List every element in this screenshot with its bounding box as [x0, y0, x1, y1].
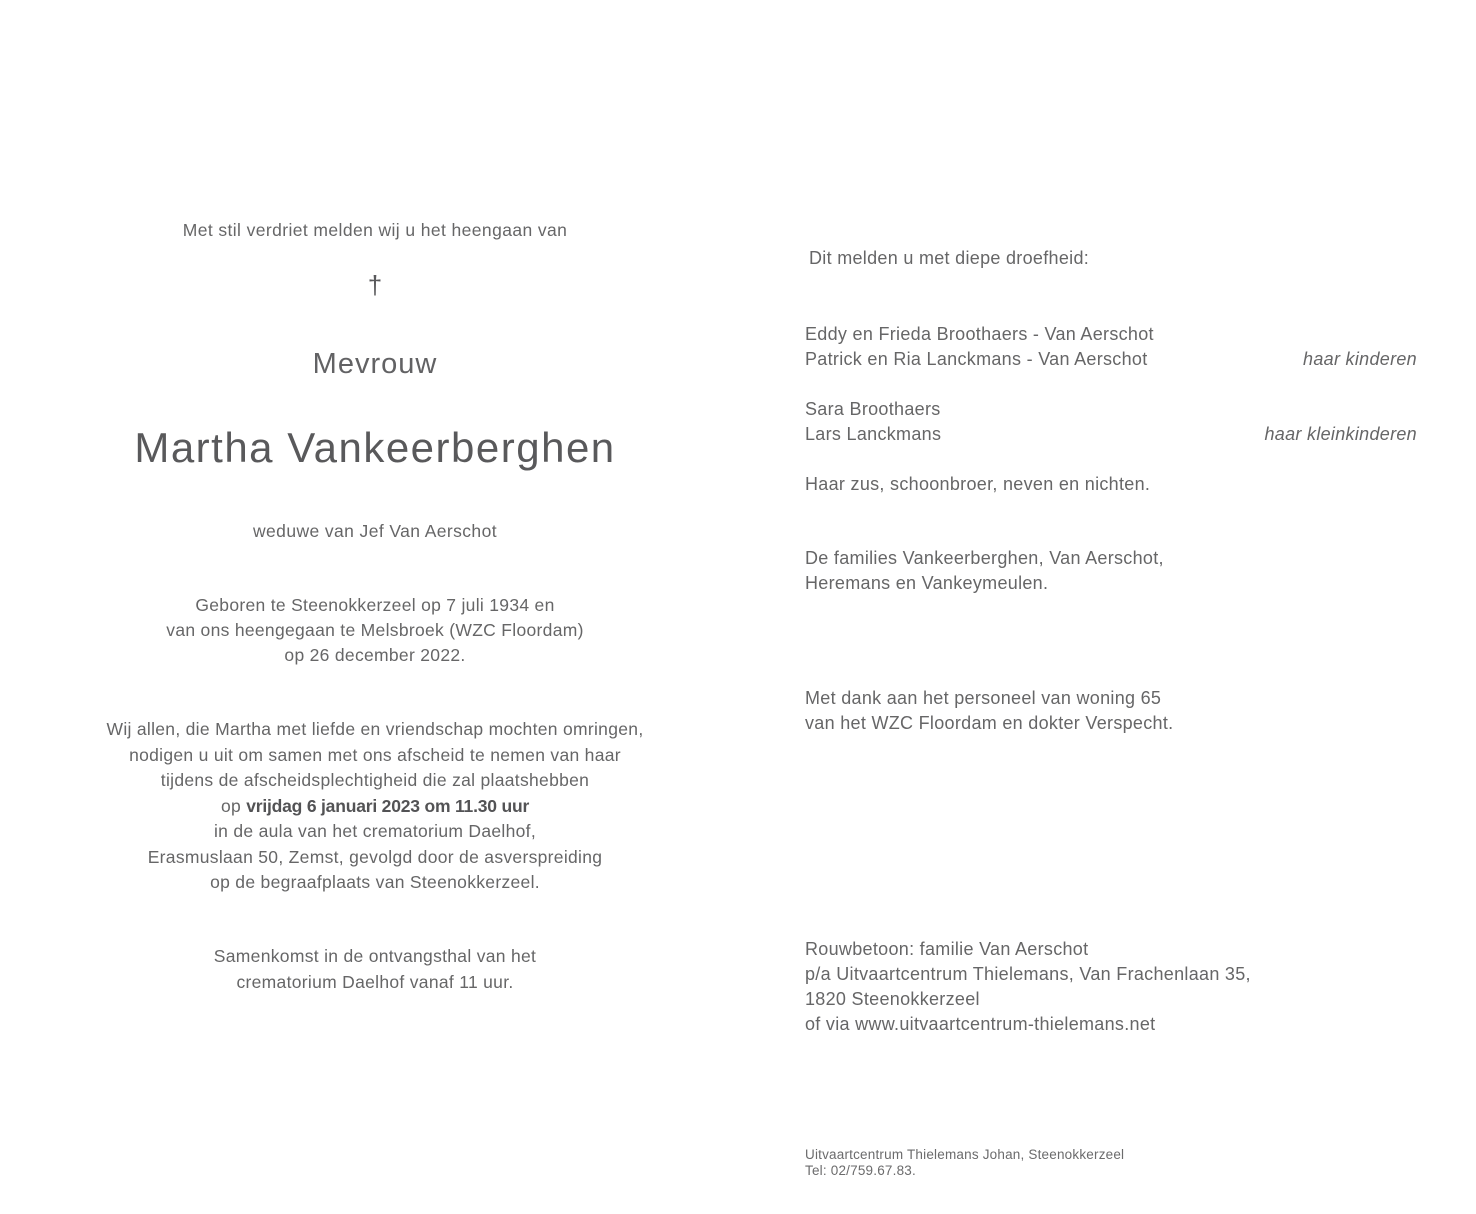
- born-line: op 26 december 2022.: [284, 645, 466, 665]
- grandchild-row: [805, 422, 1417, 447]
- intro-line: Met stil verdriet melden wij u het heengaan van: [182, 220, 568, 240]
- footer-line: Uitvaartcentrum Thielemans Johan, Steenokkerzeel: [805, 1147, 1125, 1162]
- children-relation-label: haar kinderen: [1303, 349, 1417, 369]
- child-row: [805, 322, 1417, 347]
- spacer: [805, 372, 1417, 397]
- condolences-paragraph: [805, 937, 1417, 1037]
- announcement-line: Dit melden u met diepe droefheid:: [809, 248, 1090, 268]
- invite-line: Wij allen, die Martha met liefde en vriendschap mochten omringen,: [106, 719, 644, 739]
- thanks-line: Met dank aan het personeel van woning 65: [805, 688, 1162, 708]
- invite-line: tijdens de afscheidsplechtigheid die zal plaatshebben: [160, 770, 590, 790]
- grandchildren-relation-label: haar kleinkinderen: [1264, 424, 1417, 444]
- invite-date-prefix: op: [220, 795, 242, 816]
- widow-line: weduwe van Jef Van Aerschot: [253, 521, 497, 541]
- born-line: van ons heengegaan te Melsbroek (WZC Floordam): [166, 620, 584, 640]
- family-names-list: [805, 322, 1417, 447]
- relatives-line: Haar zus, schoonbroer, neven en nichten.: [805, 474, 1151, 494]
- invite-line: in de aula van het crematorium Daelhof,: [213, 821, 536, 841]
- condolences-line: 1820 Steenokkerzeel: [805, 989, 980, 1009]
- cross-icon: †: [367, 270, 383, 300]
- grandchild-name: Sara Broothaers: [805, 399, 941, 419]
- invitation-paragraph: [15, 717, 735, 896]
- families-line: Heremans en Vankeymeulen.: [805, 573, 1049, 593]
- funeral-home-footer: [805, 1147, 1417, 1178]
- gathering-line: crematorium Daelhof vanaf 11 uur.: [236, 972, 514, 992]
- gathering-paragraph: [15, 943, 735, 995]
- ceremony-date: vrijdag 6 januari 2023 om 11.30 uur: [246, 795, 530, 816]
- salutation: Mevrouw: [312, 348, 438, 380]
- birth-death-paragraph: [15, 593, 735, 668]
- child-row: [805, 347, 1417, 372]
- thanks-paragraph: [805, 686, 1417, 736]
- grandchild-row: [805, 397, 1417, 422]
- invite-date-line: [15, 794, 735, 820]
- invite-line: Erasmuslaan 50, Zemst, gevolgd door de asverspreiding: [147, 846, 603, 867]
- thanks-line: van het WZC Floordam en dokter Verspecht.: [805, 713, 1174, 733]
- gathering-line: Samenkomst in de ontvangsthal van het: [213, 946, 537, 966]
- deceased-name: Martha Vankeerberghen: [134, 424, 616, 471]
- condolences-line: p/a Uitvaartcentrum Thielemans, Van Frachenlaan 35,: [805, 964, 1251, 984]
- families-paragraph: [805, 546, 1417, 596]
- condolences-website: of via www.uitvaartcentrum-thielemans.net: [805, 1014, 1156, 1034]
- child-name: Eddy en Frieda Broothaers - Van Aerschot: [805, 324, 1154, 344]
- condolences-line: Rouwbetoon: familie Van Aerschot: [805, 939, 1089, 959]
- child-name: Patrick en Ria Lanckmans - Van Aerschot: [805, 349, 1148, 369]
- grandchild-name: Lars Lanckmans: [805, 424, 942, 444]
- invite-line: op de begraafplaats van Steenokkerzeel.: [210, 872, 540, 892]
- invite-line: nodigen u uit om samen met ons afscheid te nemen van haar: [129, 744, 621, 765]
- born-line: Geboren te Steenokkerzeel op 7 juli 1934 en: [195, 595, 555, 615]
- families-line: De families Vankeerberghen, Van Aerschot,: [805, 548, 1164, 568]
- footer-phone: Tel: 02/759.67.83.: [805, 1162, 916, 1178]
